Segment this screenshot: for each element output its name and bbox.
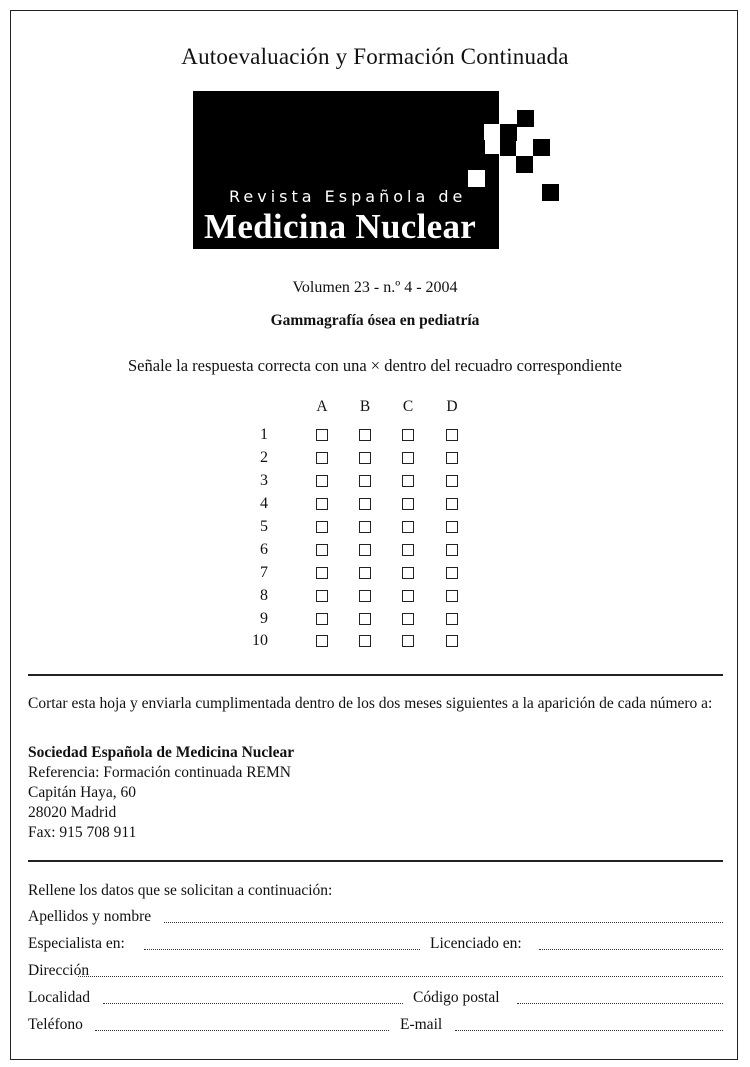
phone-label: Teléfono [28, 1016, 83, 1033]
answer-checkbox-q8-d[interactable] [446, 590, 458, 602]
answer-checkbox-q4-b[interactable] [359, 498, 371, 510]
locality-label: Localidad [28, 989, 90, 1006]
mailing-fax: Fax: 915 708 911 [28, 824, 137, 841]
question-number: 1 [260, 426, 268, 443]
mailing-reference: Referencia: Formación continuada REMN [28, 764, 291, 781]
form-row-phone [28, 1016, 723, 1036]
question-number: 7 [260, 564, 268, 581]
email-label: E-mail [400, 1016, 443, 1033]
column-header-c: C [402, 398, 414, 415]
answer-checkbox-q4-a[interactable] [316, 498, 328, 510]
phone-input[interactable] [95, 1016, 389, 1034]
form-divider [28, 860, 723, 862]
answer-checkbox-q9-d[interactable] [446, 613, 458, 625]
answer-checkbox-q8-c[interactable] [402, 590, 414, 602]
question-number: 8 [260, 587, 268, 604]
form-row-address [28, 962, 723, 982]
mailing-instructions: Cortar esta hoja y enviarla cumplimentada dentro de los dos meses siguientes a la aparición de cada número a: [28, 695, 713, 712]
answer-checkbox-q1-a[interactable] [316, 429, 328, 441]
answer-checkbox-q2-c[interactable] [402, 452, 414, 464]
email-input[interactable] [455, 1016, 723, 1034]
answer-checkbox-q9-a[interactable] [316, 613, 328, 625]
postal-code-label: Código postal [413, 989, 500, 1006]
mailing-street: Capitán Haya, 60 [28, 784, 137, 801]
specialist-input[interactable] [144, 935, 420, 953]
mailing-organization: Sociedad Española de Medicina Nuclear [28, 744, 295, 761]
answer-checkbox-q7-d[interactable] [446, 567, 458, 579]
question-number: 10 [252, 632, 268, 649]
logo-square-decoration [500, 141, 516, 156]
surname-input[interactable] [164, 908, 723, 926]
logo-square-decoration [500, 124, 517, 141]
form-intro: Rellene los datos que se solicitan a continuación: [28, 882, 333, 899]
answer-checkbox-q5-c[interactable] [402, 521, 414, 533]
issue-topic: Gammagrafía ósea en pediatría [270, 312, 480, 329]
answer-checkbox-q4-d[interactable] [446, 498, 458, 510]
answer-checkbox-q1-d[interactable] [446, 429, 458, 441]
answer-checkbox-q5-a[interactable] [316, 521, 328, 533]
answer-checkbox-q5-d[interactable] [446, 521, 458, 533]
cut-divider [28, 674, 723, 676]
logo-square-decoration [516, 156, 533, 173]
logo-square-decoration [484, 124, 500, 140]
question-number: 9 [260, 610, 268, 627]
question-number: 4 [260, 495, 268, 512]
answer-checkbox-q10-d[interactable] [446, 635, 458, 647]
column-header-b: B [359, 398, 371, 415]
answer-checkbox-q3-a[interactable] [316, 475, 328, 487]
answer-checkbox-q6-a[interactable] [316, 544, 328, 556]
question-number: 5 [260, 518, 268, 535]
answer-checkbox-q9-c[interactable] [402, 613, 414, 625]
logo-square-decoration [468, 170, 485, 187]
answer-checkbox-q3-c[interactable] [402, 475, 414, 487]
answer-checkbox-q6-d[interactable] [446, 544, 458, 556]
answer-checkbox-q7-c[interactable] [402, 567, 414, 579]
logo-square-decoration [517, 110, 534, 127]
answer-checkbox-q5-b[interactable] [359, 521, 371, 533]
answer-checkbox-q7-a[interactable] [316, 567, 328, 579]
mailing-city: 28020 Madrid [28, 804, 117, 821]
postal-code-input[interactable] [517, 989, 723, 1007]
column-header-a: A [316, 398, 328, 415]
answer-checkbox-q8-a[interactable] [316, 590, 328, 602]
question-number: 2 [260, 449, 268, 466]
column-header-d: D [446, 398, 458, 415]
answer-checkbox-q6-c[interactable] [402, 544, 414, 556]
answer-checkbox-q10-c[interactable] [402, 635, 414, 647]
answer-checkbox-q7-b[interactable] [359, 567, 371, 579]
answer-checkbox-q1-b[interactable] [359, 429, 371, 441]
logo-name: Medicina Nuclear [204, 207, 477, 246]
answer-checkbox-q4-c[interactable] [402, 498, 414, 510]
answer-checkbox-q9-b[interactable] [359, 613, 371, 625]
logo-subtitle: Revista Española de [229, 187, 467, 206]
logo-square-decoration [485, 140, 500, 154]
form-row-locality [28, 989, 723, 1009]
form-row-name [28, 908, 723, 928]
answer-checkbox-q2-b[interactable] [359, 452, 371, 464]
answer-checkbox-q10-b[interactable] [359, 635, 371, 647]
specialist-label: Especialista en: [28, 935, 125, 952]
answer-checkbox-q3-d[interactable] [446, 475, 458, 487]
licensed-label: Licenciado en: [430, 935, 522, 952]
logo-square-decoration [542, 184, 559, 201]
question-number: 3 [260, 472, 268, 489]
address-input[interactable] [78, 962, 723, 980]
surname-label: Apellidos y nombre [28, 908, 152, 925]
issue-volume: Volumen 23 - n.º 4 - 2004 [292, 279, 458, 296]
answer-checkbox-q2-a[interactable] [316, 452, 328, 464]
address-label: Dirección [28, 962, 90, 979]
answer-checkbox-q1-c[interactable] [402, 429, 414, 441]
answer-checkbox-q6-b[interactable] [359, 544, 371, 556]
licensed-input[interactable] [539, 935, 723, 953]
answer-checkbox-q8-b[interactable] [359, 590, 371, 602]
answer-checkbox-q3-b[interactable] [359, 475, 371, 487]
answer-checkbox-q10-a[interactable] [316, 635, 328, 647]
answer-checkbox-q2-d[interactable] [446, 452, 458, 464]
question-number: 6 [260, 541, 268, 558]
page-title: Autoevaluación y Formación Continuada [181, 44, 569, 69]
answer-instruction: Señale la respuesta correcta con una × dentro del recuadro correspondiente [128, 356, 622, 375]
locality-input[interactable] [103, 989, 403, 1007]
form-row-specialty [28, 935, 723, 955]
logo-square-decoration [533, 139, 550, 156]
